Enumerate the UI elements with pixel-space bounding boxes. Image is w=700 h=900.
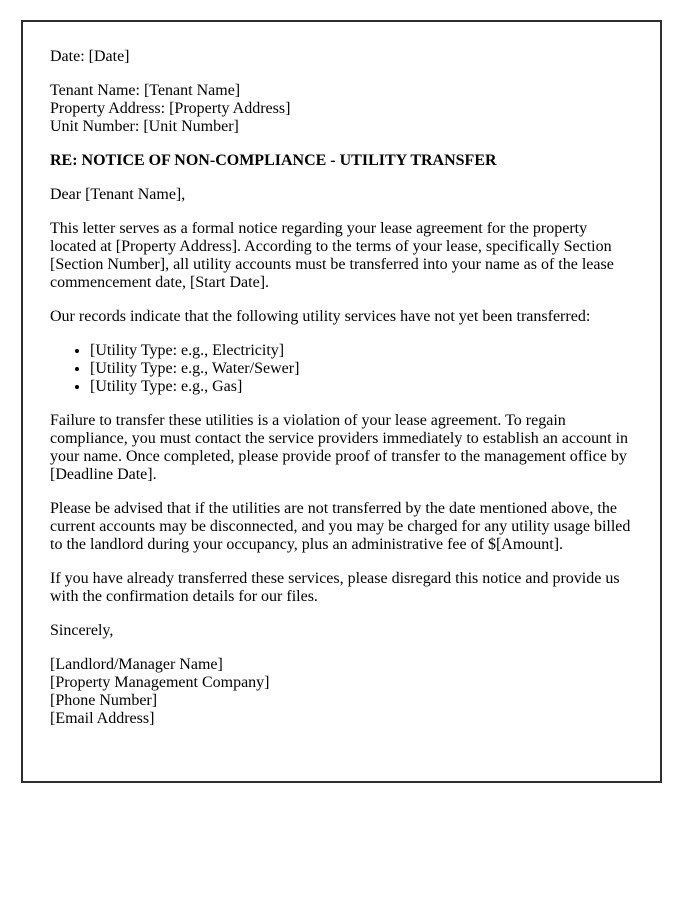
unit-number-line: Unit Number: [Unit Number]	[50, 118, 239, 135]
salutation: Dear [Tenant Name],	[50, 186, 186, 203]
disregard-paragraph: If you have already transferred these services, please disregard this notice and provide us with the confirmation details for our files.	[50, 570, 620, 605]
subject-line: RE: NOTICE OF NON-COMPLIANCE - UTILITY TRANSFER	[50, 152, 497, 169]
utility-list-item: • [Utility Type: e.g., Gas]	[90, 378, 633, 396]
utility-list-item: • [Utility Type: e.g., Electricity]	[90, 342, 633, 360]
violation-paragraph: Failure to transfer these utilities is a violation of your lease agreement. To regain compliance, you must contact the service providers immediately to establish an account in your name. Once completed, please provide proof of transfer to the management office by [Deadline Date].	[50, 412, 629, 483]
utility-list-item: • [Utility Type: e.g., Water/Sewer]	[90, 360, 633, 378]
signature-name: [Landlord/Manager Name]	[50, 656, 223, 673]
utility-list	[50, 342, 633, 396]
warning-paragraph: Please be advised that if the utilities are not transferred by the date mentioned above, the current accounts may be disconnected, and you may be charged for any utility usage billed to the landlord during your occupancy, plus an administrative fee of $[Amount].	[50, 500, 631, 553]
tenant-name-line: Tenant Name: [Tenant Name]	[50, 82, 241, 99]
signature-email: [Email Address]	[50, 710, 155, 727]
closing-line: Sincerely,	[50, 622, 114, 639]
date-line: Date: [Date]	[50, 48, 130, 65]
intro-paragraph: This letter serves as a formal notice regarding your lease agreement for the property located at [Property Address]. According to the terms of your lease, specifically Section [Section Number], all utility accounts must be transferred into your name as of the lease commencement date, [Start Date].	[50, 220, 614, 291]
signature-company: [Property Management Company]	[50, 674, 270, 691]
property-address-line: Property Address: [Property Address]	[50, 100, 291, 117]
signature-phone: [Phone Number]	[50, 692, 158, 709]
records-paragraph: Our records indicate that the following utility services have not yet been transferred:	[50, 308, 591, 325]
signature-block	[50, 656, 633, 728]
letter-page	[21, 20, 662, 783]
recipient-block	[50, 82, 633, 136]
